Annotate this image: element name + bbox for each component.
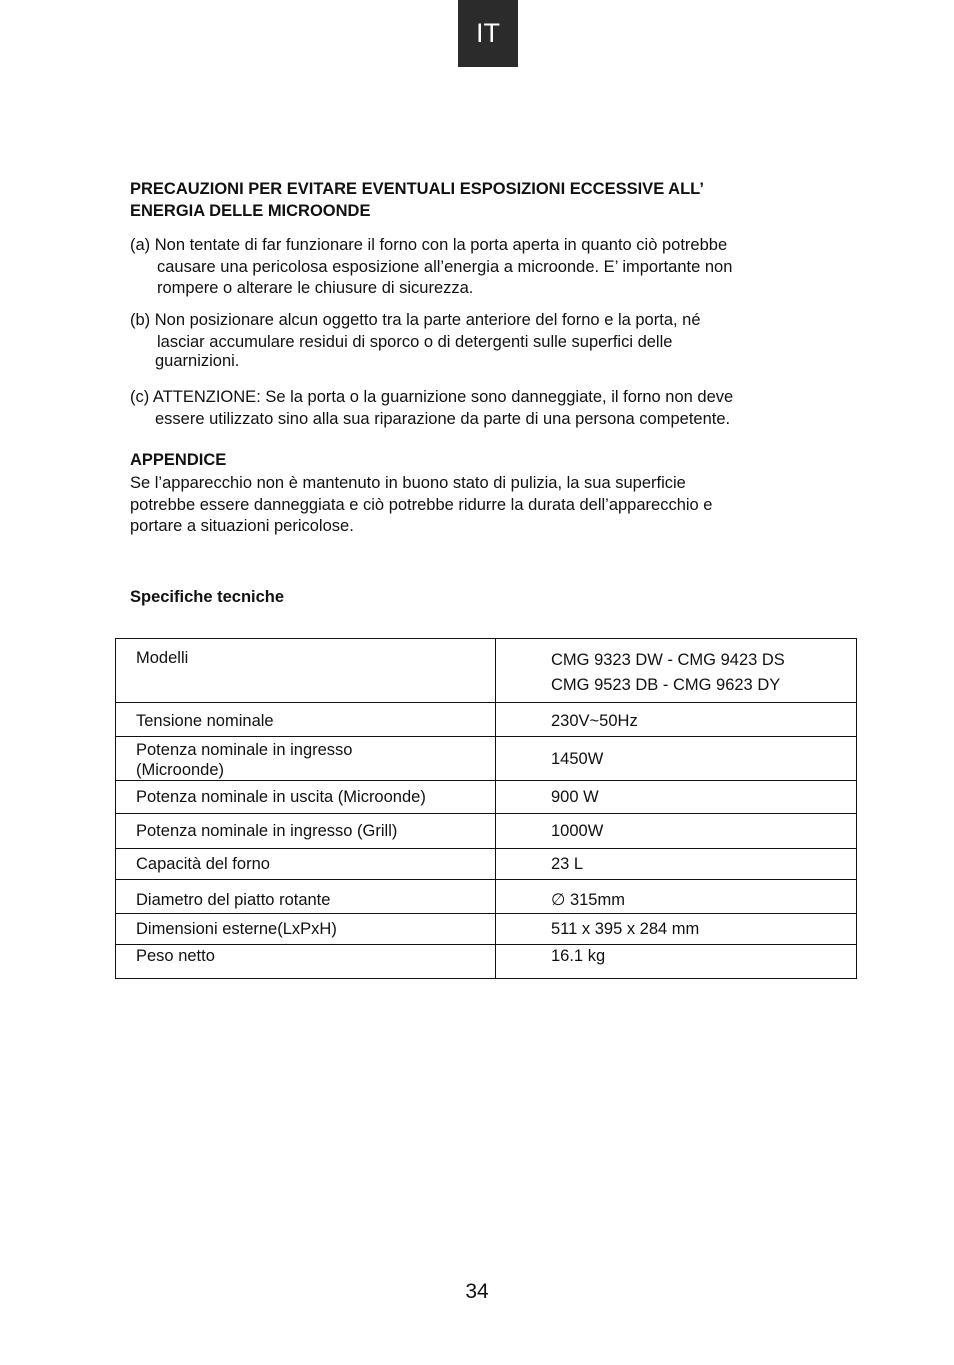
table-row <box>116 781 857 814</box>
spec-value <box>496 880 857 914</box>
spec-label-text: Modelli <box>136 649 189 667</box>
table-row <box>116 737 857 781</box>
spec-value-text: CMG 9523 DB - CMG 9623 DY <box>551 676 781 694</box>
spec-label <box>116 781 496 814</box>
precautions-title <box>130 178 820 222</box>
spec-label-text: Potenza nominale in uscita (Microonde) <box>136 788 426 806</box>
appendix-line: portare a situazioni pericolose. <box>130 517 354 535</box>
precautions-title-line: ENERGIA DELLE MICROONDE <box>130 202 371 220</box>
table-row <box>116 814 857 849</box>
spec-label <box>116 703 496 737</box>
table-row <box>116 849 857 880</box>
precautions-title-line: PRECAUZIONI PER EVITARE EVENTUALI ESPOSIZIONI ECCESSIVE ALL’ <box>130 180 704 198</box>
spec-label <box>116 914 496 945</box>
precaution-item-c <box>130 387 830 430</box>
item-b-line: guarnizioni. <box>155 352 240 370</box>
table-row <box>116 914 857 945</box>
item-b-line: lasciar accumulare residui di sporco o di detergenti sulle superfici delle <box>157 332 673 351</box>
spec-label-text: Diametro del piatto rotante <box>136 891 331 909</box>
precaution-item-b <box>130 310 830 373</box>
spec-value-text: 1450W <box>551 749 604 768</box>
spec-value-text: 230V~50Hz <box>551 712 638 730</box>
spec-value <box>496 639 857 703</box>
spec-label-text: Potenza nominale in ingresso <box>136 741 353 759</box>
spec-label <box>116 814 496 849</box>
specs-table <box>115 638 857 979</box>
language-tab: IT <box>458 0 518 67</box>
table-row <box>116 945 857 979</box>
appendix-line: potrebbe essere danneggiata e ciò potrebbe ridurre la durata dell’apparecchio e <box>130 495 713 514</box>
spec-label-text: Tensione nominale <box>136 712 274 730</box>
spec-label <box>116 639 496 703</box>
spec-value-text: 23 L <box>551 855 584 873</box>
appendix-line: Se l’apparecchio non è mantenuto in buono stato di pulizia, la sua superficie <box>130 474 686 492</box>
spec-label-text: Potenza nominale in ingresso (Grill) <box>136 822 398 840</box>
table-row <box>116 703 857 737</box>
item-c-line: (c) ATTENZIONE: Se la porta o la guarnizione sono danneggiate, il forno non deve <box>130 388 734 406</box>
spec-label-text: Capacità del forno <box>136 855 270 873</box>
item-a-line: rompere o alterare le chiusure di sicurezza. <box>157 279 474 297</box>
appendix-heading: APPENDICE <box>130 451 227 469</box>
appendix-body <box>130 473 830 538</box>
page-number: 34 <box>465 1280 489 1303</box>
table-row <box>116 639 857 703</box>
spec-label-text: Peso netto <box>136 947 215 965</box>
spec-label <box>116 945 496 979</box>
spec-value <box>496 945 857 979</box>
spec-label <box>116 849 496 880</box>
item-c-line: essere utilizzato sino alla sua riparazione da parte di una persona competente. <box>155 409 731 428</box>
spec-value-text: 1000W <box>551 822 604 840</box>
spec-value-text: 900 W <box>551 788 599 806</box>
spec-value <box>496 737 857 781</box>
spec-value-text: CMG 9323 DW - CMG 9423 DS <box>551 651 785 669</box>
spec-label-text: (Microonde) <box>136 761 225 779</box>
spec-label <box>116 880 496 914</box>
spec-value <box>496 914 857 945</box>
item-a-line: causare una pericolosa esposizione all’energia a microonde. E’ importante non <box>157 257 733 276</box>
item-a-line: (a) Non tentate di far funzionare il forno con la porta aperta in quanto ciò potrebbe <box>130 236 728 254</box>
spec-value <box>496 849 857 880</box>
precaution-item-a <box>130 235 830 300</box>
spec-value-text: ∅ 315mm <box>551 891 625 909</box>
spec-label <box>116 737 496 781</box>
spec-value-text: 16.1 kg <box>551 947 606 965</box>
spec-label-text: Dimensioni esterne(LxPxH) <box>136 920 337 938</box>
item-b-line: (b) Non posizionare alcun oggetto tra la parte anteriore del forno e la porta, né <box>130 311 701 329</box>
spec-value-text: 511 x 395 x 284 mm <box>551 920 700 938</box>
specs-heading: Specifiche tecniche <box>130 588 285 606</box>
table-row <box>116 880 857 914</box>
spec-value <box>496 814 857 849</box>
spec-value <box>496 703 857 737</box>
spec-value <box>496 781 857 814</box>
